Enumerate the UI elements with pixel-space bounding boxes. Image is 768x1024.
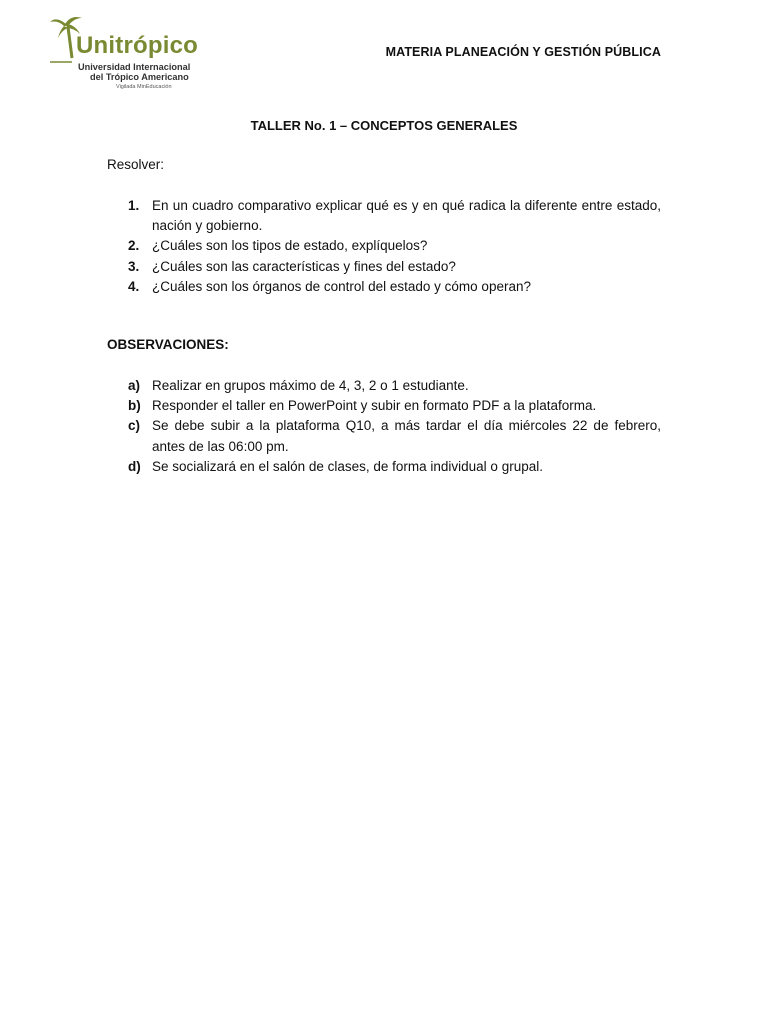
list-item-number: 3. xyxy=(128,258,140,274)
list-item-text: ¿Cuáles son los tipos de estado, explíquelos? xyxy=(152,238,428,254)
list-item xyxy=(107,396,661,416)
logo-university-line1: Universidad Internacional xyxy=(78,62,191,72)
list-item-text: ¿Cuáles son los órganos de control del estado y cómo operan? xyxy=(152,278,531,294)
list-item-letter: a) xyxy=(128,378,141,393)
list-item-number: 2. xyxy=(128,238,140,254)
list-item xyxy=(107,277,661,297)
list-item-letter: b) xyxy=(128,398,141,414)
resolver-label: Resolver: xyxy=(107,157,165,172)
logo-vigilada-note: Vigilada MinEducación xyxy=(116,84,172,90)
list-item xyxy=(107,257,661,277)
questions-list xyxy=(107,196,661,297)
list-item-text: Responder el taller en PowerPoint y subir en formato PDF a la plataforma. xyxy=(152,398,597,414)
list-item xyxy=(107,196,661,236)
university-logo xyxy=(46,12,224,96)
list-item xyxy=(107,457,661,477)
logo-brand-name: Unitrópico xyxy=(76,32,198,59)
list-item-letter: d) xyxy=(128,458,141,474)
header-subject: MATERIA PLANEACIÓN Y GESTIÓN PÚBLICA xyxy=(385,45,661,59)
list-item-letter: c) xyxy=(128,418,141,434)
list-item-text: Se socializará en el salón de clases, de forma individual o grupal. xyxy=(152,458,543,474)
list-item-number: 1. xyxy=(128,198,140,213)
list-item-text: Se debe subir a la plataforma Q10, a más tardar el día miércoles 22 de febrero, antes de las 06:00 pm. xyxy=(152,418,661,454)
list-item-text: Realizar en grupos máximo de 4, 3, 2 o 1 estudiante. xyxy=(152,378,469,393)
observations-list xyxy=(107,376,661,477)
list-item-number: 4. xyxy=(128,278,140,294)
observations-heading: OBSERVACIONES: xyxy=(107,337,229,352)
list-item xyxy=(107,236,661,256)
list-item-text: En un cuadro comparativo explicar qué es y en qué radica la diferente entre estado, nación y gobierno. xyxy=(152,198,661,234)
list-item-text: ¿Cuáles son las características y fines del estado? xyxy=(152,258,456,274)
document-title: TALLER No. 1 – CONCEPTOS GENERALES xyxy=(250,118,518,133)
list-item xyxy=(107,416,661,456)
logo-university-line2: del Trópico Americano xyxy=(90,72,189,82)
list-item xyxy=(107,376,661,396)
